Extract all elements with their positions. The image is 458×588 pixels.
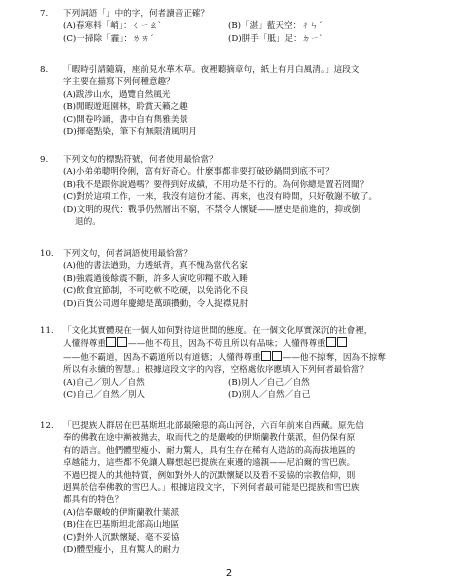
- option-d[interactable]: (D)文明的現代：戰爭仍然層出不窮，不禁令人懷疑——歷史是前進的，抑或倒: [63, 204, 361, 215]
- blank-box: [106, 337, 116, 347]
- option-d[interactable]: (D)體型瘦小，且有驚人的耐力: [63, 545, 180, 556]
- question-stem: 下列詞語「」中的字，何者讀音正確？: [63, 9, 210, 19]
- option-d[interactable]: (D)揮毫點染，筆下有無限清風明月: [63, 127, 197, 138]
- passage-line: 卓越能力，這些都不免讓人聯想起巴提族在東邊的遠親——尼泊爾的雪巴族。: [63, 458, 356, 469]
- question-number: 9.: [40, 155, 49, 165]
- option-row: [63, 389, 403, 401]
- option-b[interactable]: (B)我不是跟你說過嗎？要得到好成績，不用功是不行的。為何你總是置若罔聞？: [63, 179, 369, 190]
- option-d[interactable]: (D)百貨公司週年慶總是萬頭攢動，令人捉襟見肘: [63, 298, 249, 309]
- passage-line: 迥異於信奉佛教的雪巴人。」根據這段文字，下列何者最可能是巴提族和雪巴族: [63, 483, 360, 494]
- option-b[interactable]: (B)「湛」藍天空：ㄔㄣˊ: [228, 21, 323, 32]
- passage-text: ——他不霸道，因為不霸道所以有道德；人懂得尊重: [63, 352, 261, 363]
- passage-text: ——他不苟且，因為不苟且所以有品味；人懂得尊重: [127, 339, 326, 350]
- passage-line: 不過巴提人的其他特質，例如對外人的沉默懷疑以及看不妥協的宗教信仰，則: [63, 470, 356, 481]
- passage-line: 都具有的特色？: [63, 495, 124, 506]
- passage-line: [63, 351, 403, 364]
- blank-box: [337, 337, 347, 347]
- option-a[interactable]: (A)跋涉山水，過覽自然風光: [63, 89, 171, 100]
- passage-text: 人懂得尊重: [63, 339, 106, 350]
- question-body: [63, 8, 403, 45]
- blank-box: [261, 351, 271, 361]
- question-body: [63, 64, 403, 138]
- question-stem: 下列文句的標點符號，何者使用最恰當？: [63, 155, 218, 165]
- blank-box: [326, 337, 336, 347]
- question-number: 10.: [40, 249, 54, 259]
- blank-box: [117, 337, 127, 347]
- option-b[interactable]: (B)別人／自己／自然: [228, 377, 310, 388]
- passage-line: 「暇時引請隨篇，座前見水華木草。夜裡聽摘章句，紙上有月白風清。」這段文: [63, 65, 360, 75]
- option-d-continuation: 退的。: [75, 217, 101, 228]
- option-b[interactable]: (B)強震過後餘震不斷，許多人寅吃卯糧不敢入睡: [63, 273, 248, 284]
- option-c[interactable]: (C)開卷吟誦，書中自有雋雅美景: [63, 114, 189, 125]
- option-c[interactable]: (C)飲食宜節制，不可吃軟不吃硬，以免消化不良: [63, 286, 249, 297]
- option-a[interactable]: (A)小弟弟聰明伶俐，富有好奇心。什麼事都非要打破砂鍋問到底不可？: [63, 167, 334, 178]
- option-a[interactable]: (A)信奉嚴峻的伊斯蘭教什葉派: [63, 507, 180, 518]
- question-body: [63, 325, 403, 401]
- passage-line: 字主要在描寫下列何種意趣？: [63, 77, 175, 88]
- blank-box: [272, 351, 282, 361]
- question-number: 8.: [40, 65, 49, 75]
- option-c[interactable]: (C)對外人沉默懷疑、毫不妥協: [63, 532, 180, 543]
- option-d[interactable]: (D)胼手「胝」足：ㄉㄧˋ: [228, 33, 324, 44]
- option-c[interactable]: (C)對於這項工作，一來，我沒有這份才能、再來，也沒有時間，只好敬謝不敏了。: [63, 192, 378, 203]
- question-number: 12.: [40, 421, 54, 431]
- question-body: [63, 420, 403, 556]
- passage-line: 所以有永續的智慧。」根據這段文字的內容，空格處依序應填入下列何者最恰當？: [63, 365, 369, 376]
- passage-line: 「巴提族人群居在巴基斯坦北部最險惡的高山河谷，六百年前來自西藏。原先信: [63, 421, 364, 431]
- option-c[interactable]: (C)自己／自然／別人: [63, 390, 146, 401]
- question-body: [63, 248, 403, 310]
- option-b[interactable]: (B)閒暇遊逛園林，聆賞天籟之趣: [63, 102, 188, 113]
- question-body: [63, 154, 403, 228]
- question-number: 7.: [40, 9, 49, 19]
- option-row: [63, 20, 403, 32]
- option-a[interactable]: (A)春寒料「峭」：ㄑㄧㄠˋ: [63, 21, 162, 32]
- passage-line: 「文化其實體現在一個人如何對待這世間的態度。在一個文化厚實深沉的社會裡，: [63, 326, 373, 336]
- question-stem: 下列文句，何者詞語使用最恰當？: [63, 249, 192, 259]
- passage-line: 有的語言。他們體型瘦小、耐力驚人，具有生存在稀有人造訪的高海拔地區的: [63, 445, 356, 456]
- option-d[interactable]: (D)別人／自然／自己: [228, 390, 311, 401]
- passage-text: ——他不掠奪，因為不掠奪: [282, 352, 386, 363]
- question-number: 11.: [40, 326, 54, 336]
- passage-line: [63, 337, 403, 350]
- option-c[interactable]: (C)一掃除「霾」：ㄌㄞˊ: [63, 33, 154, 44]
- option-a[interactable]: (A)他的書法遒勁，力透紙背，真不愧為當代名家: [63, 261, 248, 272]
- passage-line: 奉的佛教在途中漸被拋去，取而代之的是嚴峻的伊斯蘭教什葉派，但仍保有原: [63, 433, 356, 444]
- option-row: [63, 33, 403, 45]
- option-b[interactable]: (B)住在巴基斯坦北部高山地區: [63, 520, 180, 531]
- option-a[interactable]: (A)自己／別人／自然: [63, 377, 145, 388]
- option-row: [63, 377, 403, 389]
- page-number: 2: [225, 568, 233, 579]
